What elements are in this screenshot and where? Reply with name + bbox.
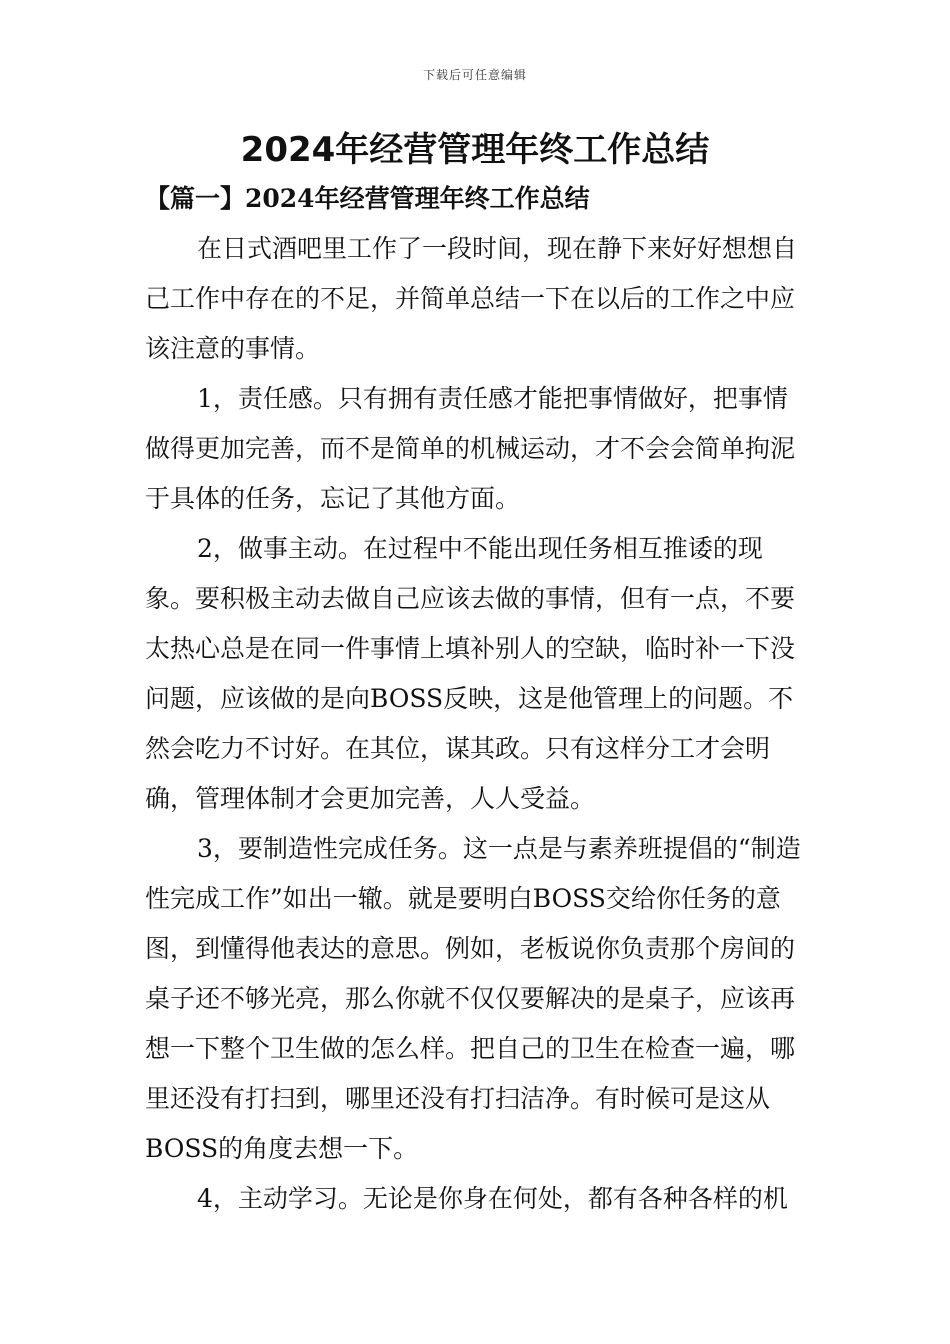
paragraph-initiative: 2，做事主动。在过程中不能出现任务相互推诿的现象。要积极主动去做自己应该去做的事情，但有一点，不要太热心总是在同一件事情上填补别人的空缺，临时补一下没问题，应该做的是向BOSS反映，这是他管理上的问题。不然会吃力不讨好。在其位，谋其政。只有这样分工才会明确，管理体制才会更加完善，人人受益。	[145, 534, 796, 813]
paragraph-intro: 在日式酒吧里工作了一段时间，现在静下来好好想想自己工作中存在的不足，并简单总结一下在以后的工作之中应该注意的事情。	[145, 234, 798, 363]
document-title: 2024年经营管理年终工作总结	[240, 130, 710, 170]
section-heading: 【篇一】2024年经营管理年终工作总结	[145, 184, 590, 213]
header-note: 下载后可任意编辑	[422, 68, 527, 82]
paragraph-responsibility: 1，责任感。只有拥有责任感才能把事情做好，把事情做得更加完善，而不是简单的机械运动，才不会会简单拘泥于具体的任务，忘记了其他方面。	[145, 384, 796, 513]
paragraph-learning: 4，主动学习。无论是你身在何处，都有各种各样的机	[197, 1184, 788, 1213]
paragraph-creative-tasks: 3，要制造性完成任务。这一点是与素养班提倡的“制造性完成工作”如出一辙。就是要明白BOSS交给你任务的意图，到懂得他表达的意思。例如，老板说你负责那个房间的桌子还不够光亮，那么你就不仅仅要解决的是桌子，应该再想一下整个卫生做的怎么样。把自己的卫生在检查一遍，哪里还没有打扫到，哪里还没有打扫洁净。有时候可是这从BOSS的角度去想一下。	[145, 834, 801, 1163]
document-body	[145, 224, 810, 1224]
